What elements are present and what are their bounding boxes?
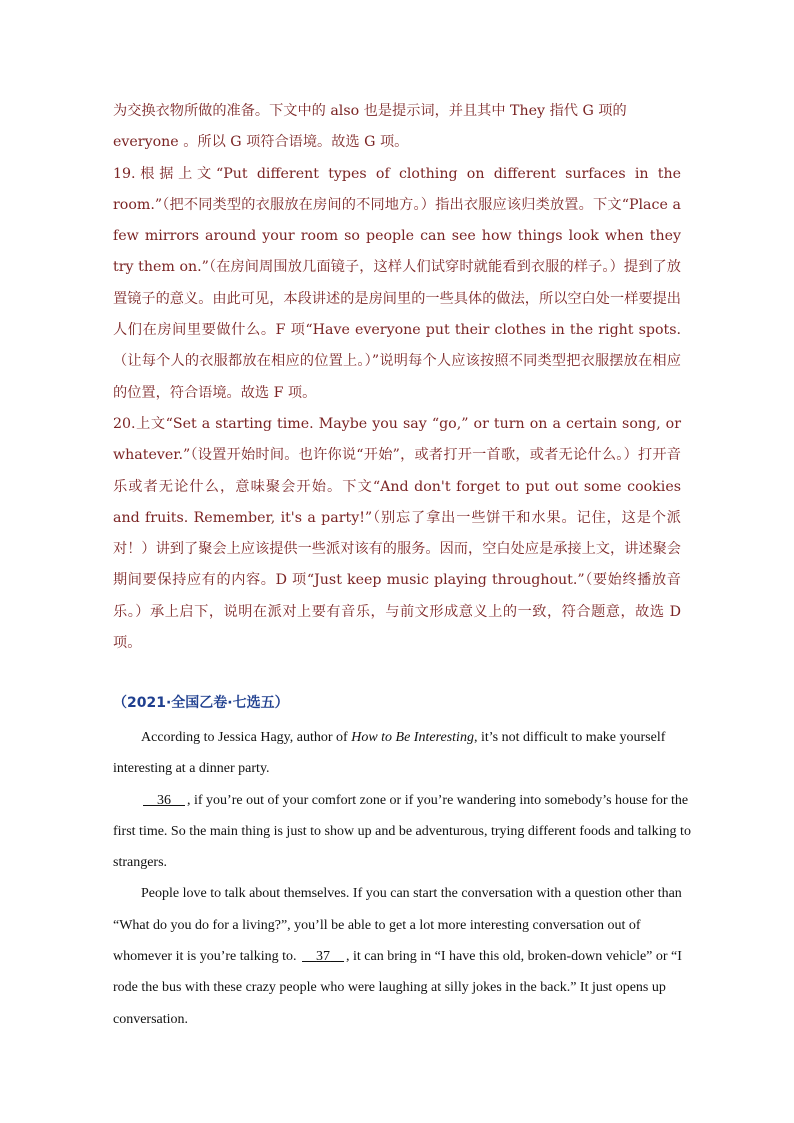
- passage-p1-after: , it’s not difficult to make yourself interesting at a dinner party.: [113, 730, 666, 777]
- analysis-item-20: 20.上文“Set a starting time. Maybe you say “go,” or turn on a certain song, or whatever.”（设置开始时间。也许你说“开始”，或者打开一首歌，或者无论什么。）打开音乐或者无论什么，意味聚会开始。下文“And don't forget to put out some cookies and fruits. Remember, it's a party!”（别忘了拿出一些饼干和水果。记住，这是个派对！）讲到了聚会上应该提供一些派对该有的服务。因而，空白处应是承接上文，讲述聚会期间要保持应有的内容。D 项“Just keep music playing throughout.”（要始终播放音乐。）承上启下，说明在派对上要有音乐，与前文形成意义上的一致，符合题意，故选 D 项。: [113, 415, 681, 652]
- passage-paragraph-3: [113, 878, 693, 1034]
- blank-36-number: 36: [157, 792, 171, 808]
- passage-p2-after: , if you’re out of your comfort zone or if you’re wandering into somebody’s house for the first time. So the main thing is just to show up and be adventurous, trying different foods and talking to strangers.: [113, 792, 691, 871]
- section-heading: （2021·全国乙卷·七选五）: [113, 695, 289, 711]
- passage-p3-after: , it can bring in “I have this old, broken-down vehicle” or “I rode the bus with these crazy people who were laughing at silly jokes in the back.” It just opens up conversation.: [113, 949, 682, 1027]
- analysis-item-19: 19.根据上文“Put different types of clothing on different surfaces in the room.”（把不同类型的衣服放在房间的不同地方。）指出衣服应该归类放置。下文“Place a few mirrors around your room so people can see how things look when they try them on.”（在房间周围放几面镜子，这样人们试穿时就能看到衣服的样子。）提到了放置镜子的意义。由此可见，本段讲述的是房间里的一些具体的做法，所以空白处一样要提出人们在房间里要做什么。F 项“Have everyone put their clothes in the right spots.（让每个人的衣服都放在相应的位置上。）”说明每个人应该按照不同类型把衣服摆放在相应的位置，符合语境。故选 F 项。: [113, 165, 681, 401]
- blank-37: [300, 949, 346, 964]
- passage-block: [113, 722, 693, 1035]
- blank-36: [141, 793, 187, 808]
- passage-p3-before: People love to talk about themselves. If you can start the conversation with a question other than “What do you do for a living?”, you’ll be able to get a lot more interesting conversation out of whomever it is you’re talking to.: [113, 886, 682, 965]
- book-title: How to Be Interesting: [351, 730, 474, 745]
- analysis-intro-line-2: everyone 。所以 G 项符合语境。故选 G 项。: [113, 134, 409, 151]
- passage-paragraph-2: [113, 785, 693, 879]
- analysis-block: [113, 96, 681, 659]
- analysis-intro-line-1: 为交换衣物所做的准备。下文中的 also 也是提示词，并且其中 They 指代 G 项的: [113, 103, 627, 119]
- passage-paragraph-1: [113, 722, 693, 785]
- passage-p1-before: According to Jessica Hagy, author of: [141, 730, 352, 745]
- blank-37-number: 37: [316, 949, 331, 965]
